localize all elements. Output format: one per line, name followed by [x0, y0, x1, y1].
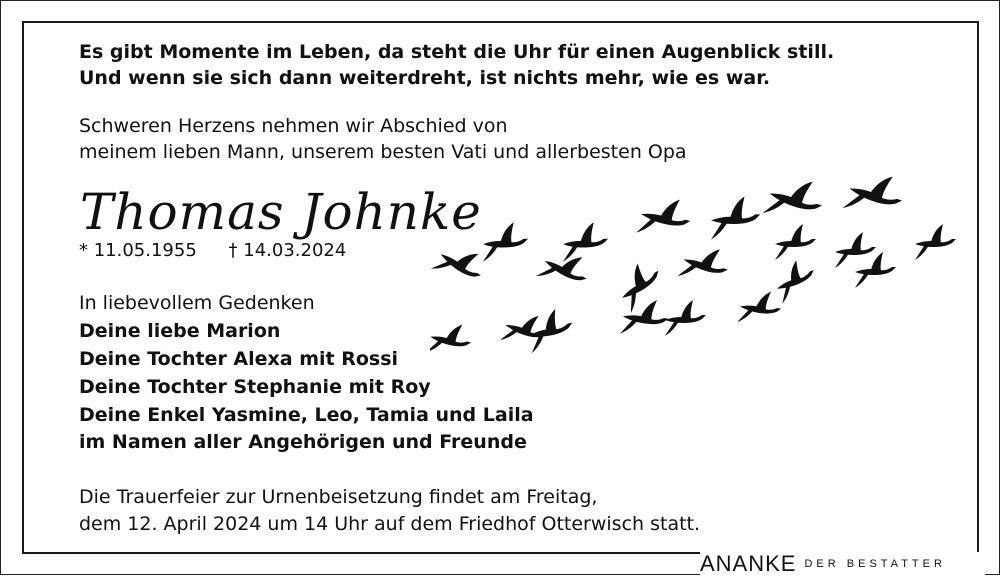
mourner-name: Deine liebe Marion — [79, 320, 281, 342]
mourner-name: Deine Enkel Yasmine, Leo, Tamia und Laila — [79, 404, 534, 426]
deceased-name: Thomas Johnke — [80, 183, 482, 241]
mourners-heading: In liebevollem Gedenken — [79, 292, 315, 314]
ceremony-line-2: dem 12. April 2024 um 14 Uhr auf dem Friedhof Otterwisch statt. — [79, 513, 701, 535]
logo-tagline: DER BESTATTER — [804, 557, 946, 570]
intro-line-1: Schweren Herzens nehmen wir Abschied von — [79, 115, 508, 137]
mourner-name: Deine Tochter Alexa mit Rossi — [79, 348, 399, 370]
funeral-home-logo — [700, 552, 985, 575]
ceremony-line-1: Die Trauerfeier zur Urnenbeisetzung findet am Freitag, — [79, 486, 598, 508]
flying-geese-icon — [430, 170, 990, 370]
intro-line-2: meinem lieben Mann, unserem besten Vati und allerbesten Opa — [79, 141, 687, 163]
birth-date: * 11.05.1955 — [79, 240, 197, 261]
mourner-name: Deine Tochter Stephanie mit Roy — [79, 376, 431, 398]
logo-wordmark: ANANKE — [700, 551, 797, 576]
motto-line-1: Es gibt Momente im Leben, da steht die Uhr für einen Augenblick still. — [79, 41, 835, 63]
motto-line-2: Und wenn sie sich dann weiterdreht, ist nichts mehr, wie es war. — [79, 67, 771, 89]
mourner-name: im Namen aller Angehörigen und Freunde — [79, 431, 527, 453]
death-date: † 14.03.2024 — [228, 240, 347, 261]
life-dates — [79, 240, 372, 261]
